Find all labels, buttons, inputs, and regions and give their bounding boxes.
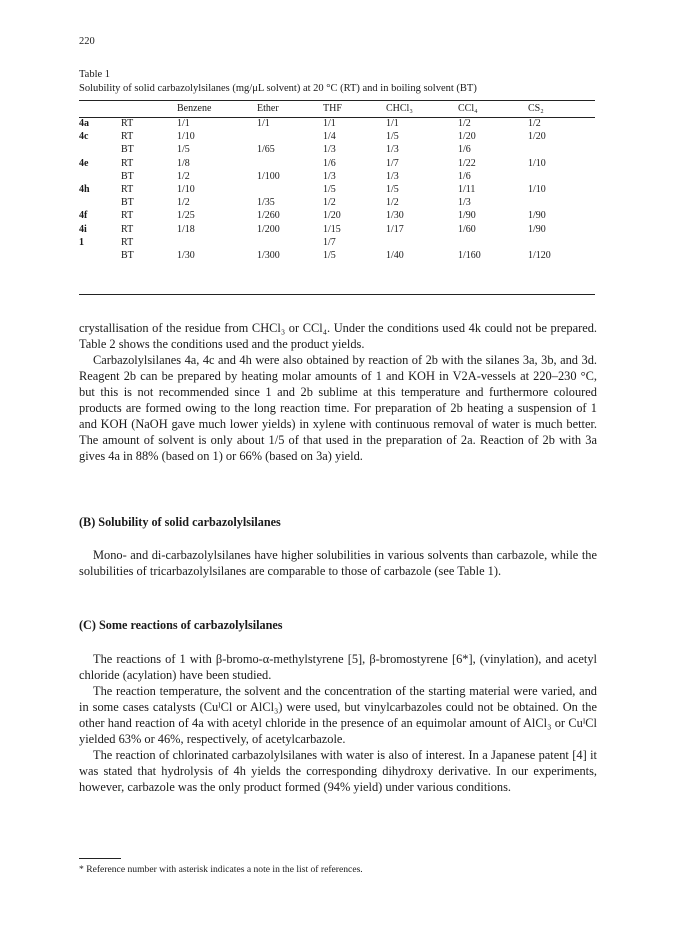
solubility-cell: 1/5 <box>323 184 336 196</box>
solubility-cell: 1/10 <box>177 131 195 143</box>
paragraph: The reaction of chlorinated carbazolylsilanes with water is also of interest. In a Japanese patent [4] it was stated that hydrolysis of 4h yields the corresponding dihydroxy derivative. In our experiments, however, carbazole was the only product formed (94% yield) under various conditions. <box>79 748 597 794</box>
solubility-cell: 1/10 <box>528 157 546 169</box>
compound-cell <box>79 196 121 209</box>
paragraph: The reactions of 1 with β-bromo-α-methylstyrene [5], β-bromostyrene [6*], (vinylation), and acetyl chloride (acylation) have been studied. <box>79 652 597 682</box>
condition-cell: RT <box>121 118 134 129</box>
solubility-cell: 1/20 <box>323 210 341 222</box>
solubility-cell <box>257 183 323 196</box>
condition-cell: RT <box>121 236 134 248</box>
solubility-cell: 1/2 <box>386 197 399 209</box>
solubility-cell: 1/6 <box>323 157 336 169</box>
section-heading-c: (C) Some reactions of carbazolylsilanes <box>79 618 283 632</box>
condition-cell: RT <box>121 131 134 143</box>
solubility-cell: 1/60 <box>458 223 476 235</box>
compound-cell: 4e <box>79 157 89 169</box>
table-label: Table 1 <box>79 69 111 80</box>
table-bottom-rule <box>79 294 595 295</box>
condition-cell: RT <box>121 157 134 169</box>
column-header <box>121 101 177 117</box>
table-header-row <box>79 101 595 117</box>
solubility-cell: 1/160 <box>458 250 481 262</box>
table-row <box>79 130 595 143</box>
compound-cell <box>79 143 121 156</box>
solubility-cell: 1/6 <box>458 144 471 156</box>
paragraph: The reaction temperature, the solvent and the concentration of the starting material were varied, and in some cases catalysts (CuᴵCl or AlCl₃) were used, but vinylcarbazoles could not be obtained. On the other hand reaction of 4a with acetyl chloride in the presence of an equimolar amount of AlCl₃ or CuᴵCl yielded 63% or 46%, respectively, of acetylcarbazole. <box>79 684 597 746</box>
condition-cell: RT <box>121 210 134 222</box>
compound-cell: 4f <box>79 210 88 222</box>
column-header: CCl₄ <box>458 103 478 114</box>
solubility-table <box>79 101 595 262</box>
solubility-cell: 1/90 <box>458 210 476 222</box>
body-text-c <box>79 651 597 795</box>
solubility-cell: 1/1 <box>257 118 270 129</box>
solubility-cell <box>257 157 323 170</box>
solubility-cell <box>528 143 595 156</box>
page-number: 220 <box>79 36 95 47</box>
column-header: THF <box>323 103 342 114</box>
solubility-cell: 1/5 <box>386 184 399 196</box>
solubility-cell <box>257 130 323 143</box>
solubility-cell: 1/2 <box>528 118 541 129</box>
solubility-cell: 1/200 <box>257 223 280 235</box>
solubility-cell: 1/17 <box>386 223 404 235</box>
solubility-cell: 1/2 <box>458 118 471 129</box>
paragraph: Carbazolylsilanes 4a, 4c and 4h were also obtained by reaction of 2b with the silanes 3a, 3b, and 3d. Reagent 2b can be prepared by heating molar amounts of 1 and KOH in V2A-vessels at 220–230 °C, but this is not recommended since 1 and 2b sublime at this temperature and furthermore coloured products are formed owing to the long reaction time. For preparation of 2b heating a suspension of 1 and KOH (NaOH gave much lower yields) in xylene with continuous removal of water is much better. The amount of solvent is only about 1/5 of that used in the preparation of 2a. Reaction of 2b with 3a gives 4a in 88% (based on 1) or 66% (based on 3a) yield. <box>79 353 597 463</box>
condition-cell: BT <box>121 250 134 262</box>
table-row <box>79 143 595 156</box>
solubility-cell: 1/90 <box>528 210 546 222</box>
solubility-cell: 1/3 <box>323 170 336 182</box>
solubility-cell <box>458 236 528 249</box>
column-header: Benzene <box>177 103 212 114</box>
solubility-cell: 1/3 <box>386 144 399 156</box>
solubility-cell <box>177 236 257 249</box>
column-header <box>79 101 121 117</box>
table-row <box>79 117 595 130</box>
solubility-cell: 1/10 <box>177 184 195 196</box>
solubility-cell: 1/7 <box>323 236 336 248</box>
table-row <box>79 209 595 222</box>
solubility-cell: 1/5 <box>386 131 399 143</box>
solubility-cell: 1/120 <box>528 250 551 262</box>
table-row <box>79 223 595 236</box>
compound-cell: 4c <box>79 131 89 143</box>
condition-cell: BT <box>121 197 134 209</box>
footnote: * Reference number with asterisk indicates a note in the list of references. <box>79 864 363 875</box>
compound-cell: 4i <box>79 223 87 235</box>
solubility-cell: 1/5 <box>323 250 336 262</box>
solubility-cell: 1/25 <box>177 210 195 222</box>
table-row <box>79 157 595 170</box>
paragraph: crystallisation of the residue from CHCl₃ or CCl₄. Under the conditions used 4k could not be prepared. Table 2 shows the conditions used and the product yields. <box>79 321 597 351</box>
solubility-cell: 1/1 <box>177 118 190 129</box>
solubility-cell: 1/3 <box>458 197 471 209</box>
compound-cell: 4h <box>79 184 90 196</box>
solubility-cell: 1/2 <box>177 197 190 209</box>
condition-cell: BT <box>121 144 134 156</box>
solubility-cell: 1/5 <box>177 144 190 156</box>
solubility-cell: 1/40 <box>386 250 404 262</box>
footnote-rule <box>79 858 121 859</box>
body-text-b <box>79 547 597 579</box>
solubility-cell: 1/100 <box>257 170 280 182</box>
solubility-cell: 1/10 <box>528 184 546 196</box>
solubility-cell <box>257 236 323 249</box>
solubility-cell: 1/35 <box>257 197 275 209</box>
solubility-cell: 1/15 <box>323 223 341 235</box>
solubility-cell: 1/4 <box>323 131 336 143</box>
solubility-cell: 1/260 <box>257 210 280 222</box>
table-row <box>79 170 595 183</box>
paragraph: Mono- and di-carbazolylsilanes have higher solubilities in various solvents than carbazole, while the solubilities of tricarbazolylsilanes are comparable to those of carbazole (see Table 1). <box>79 548 597 578</box>
solubility-cell: 1/8 <box>177 157 190 169</box>
body-text-top <box>79 320 597 464</box>
condition-cell: RT <box>121 184 134 196</box>
solubility-cell: 1/30 <box>386 210 404 222</box>
table-row <box>79 236 595 249</box>
solubility-cell <box>386 236 458 249</box>
solubility-cell: 1/3 <box>323 144 336 156</box>
solubility-cell: 1/18 <box>177 223 195 235</box>
solubility-cell: 1/2 <box>323 197 336 209</box>
solubility-cell: 1/2 <box>177 170 190 182</box>
solubility-cell <box>528 196 595 209</box>
condition-cell: RT <box>121 223 134 235</box>
column-header: Ether <box>257 103 279 114</box>
solubility-cell <box>528 170 595 183</box>
table-row <box>79 196 595 209</box>
compound-cell: 4a <box>79 118 89 129</box>
table-caption: Solubility of solid carbazolylsilanes (mg/μL solvent) at 20 °C (RT) and in boiling solvent (BT) <box>79 83 477 94</box>
column-header: CHCl₃ <box>386 103 413 114</box>
condition-cell: BT <box>121 170 134 182</box>
solubility-cell: 1/65 <box>257 144 275 156</box>
solubility-cell: 1/1 <box>386 118 399 129</box>
solubility-cell: 1/3 <box>386 170 399 182</box>
compound-cell <box>79 249 121 262</box>
solubility-cell: 1/30 <box>177 250 195 262</box>
solubility-cell: 1/1 <box>323 118 336 129</box>
solubility-cell: 1/20 <box>528 131 546 143</box>
solubility-cell: 1/22 <box>458 157 476 169</box>
compound-cell: 1 <box>79 236 84 248</box>
solubility-cell: 1/6 <box>458 170 471 182</box>
solubility-cell: 1/20 <box>458 131 476 143</box>
solubility-cell <box>528 236 595 249</box>
section-heading-b: (B) Solubility of solid carbazolylsilanes <box>79 515 281 529</box>
column-header: CS₂ <box>528 103 544 114</box>
table-row <box>79 183 595 196</box>
solubility-cell: 1/11 <box>458 184 476 196</box>
table-row <box>79 249 595 262</box>
solubility-cell: 1/7 <box>386 157 399 169</box>
solubility-cell: 1/90 <box>528 223 546 235</box>
solubility-cell: 1/300 <box>257 250 280 262</box>
compound-cell <box>79 170 121 183</box>
